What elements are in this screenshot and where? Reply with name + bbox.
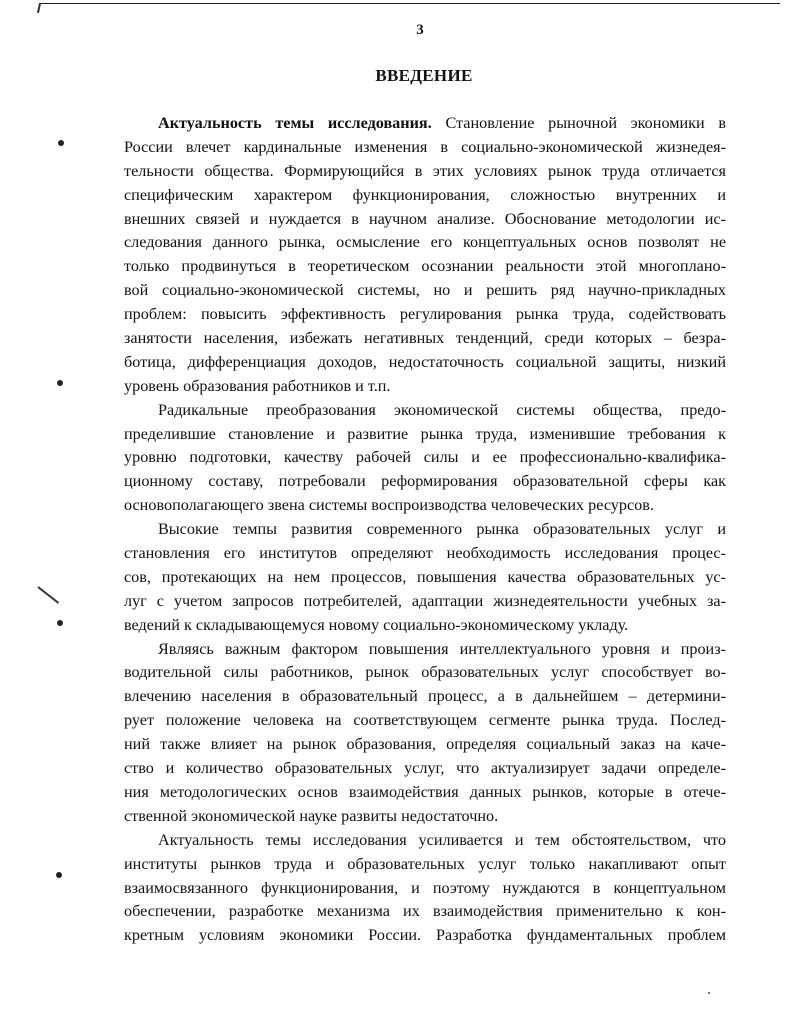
text-line: кретным условиям экономики России. Разработка фундаментальных проблем <box>124 926 726 945</box>
text-line: институты рынков труда и образовательных услуг только накапливают опыт <box>124 854 726 873</box>
text-line: только продвинуться в теоретическом осознании реальности этой многоплано- <box>124 257 726 276</box>
text-line: Актуальность темы исследования усиливается и тем обстоятельством, что <box>158 830 726 849</box>
text-line: ний также влияет на рынок образования, определяя социальный заказ на каче- <box>124 735 726 754</box>
corner-mark <box>37 3 41 13</box>
text-line: Радикальные преобразования экономической системы общества, предо- <box>158 400 726 419</box>
text-line: водительной силы работников, рынок образовательных услуг способствует во- <box>124 663 726 682</box>
top-border-line <box>40 3 780 4</box>
page-number: 3 <box>416 22 424 38</box>
text-line: ботица, дифференциация доходов, недостаточность социальной защиты, низкий <box>124 352 726 371</box>
text-line: занятости населения, избежать негативных тенденций, среди которых – безра- <box>124 329 726 348</box>
text-line: тельности общества. Формирующийся в этих условиях рынок труда отличается <box>124 161 726 180</box>
section-heading: ВВЕДЕНИЕ <box>375 66 473 85</box>
text-line: специфическим характером функционирования, сложностью внутренних и <box>124 185 726 204</box>
text-line: России влечет кардинальные изменения в социально-экономической жизнедея- <box>124 137 726 156</box>
bold-lead: Актуальность темы исследования. <box>158 114 432 132</box>
text-line: сов, протекающих на нем процессов, повышения качества образовательных ус- <box>124 567 726 586</box>
binding-hole-mark <box>56 872 62 878</box>
text-line: Высокие темпы развития современного рынка образовательных услуг и <box>158 520 726 539</box>
text-line: влечению населения в образовательный процесс, а в дальнейшем – детермини- <box>124 687 726 706</box>
scan-scratch-mark <box>37 586 59 604</box>
scan-speck-mark <box>708 992 710 994</box>
paragraph-2 <box>124 399 726 518</box>
paragraph-3 <box>124 518 726 637</box>
text-line: уровень образования работников и т.п. <box>124 376 391 395</box>
text-line: следования данного рынка, осмысление его концептуальных основ позволят не <box>124 233 726 252</box>
body-text <box>124 112 726 948</box>
text-line: ственной экономической науке развиты недостаточно. <box>124 806 499 825</box>
text-line: внешних связей и нуждается в научном анализе. Обоснование методологии ис- <box>124 209 726 228</box>
text-line: взаимосвязанного функционирования, и поэтому нуждаются в концептуальном <box>124 878 726 897</box>
text-line: ния методологических основ взаимодействия данных рынков, которые в отече- <box>124 782 726 801</box>
text-line: ство и количество образовательных услуг, что актуализирует задачи определе- <box>124 759 726 778</box>
binding-hole-mark <box>57 380 63 386</box>
paragraph-1 <box>124 112 726 399</box>
paragraph-4 <box>124 638 726 829</box>
text-line: вой социально-экономической системы, но и решить ряд научно-прикладных <box>124 281 726 300</box>
binding-hole-mark <box>57 620 63 626</box>
text-line: основополагающего звена системы воспроизводства человеческих ресурсов. <box>124 496 654 515</box>
text-line: Актуальность темы исследования. Становление рыночной экономики в <box>158 114 726 132</box>
text-line: рует положение человека на соответствующем сегменте рынка труда. Послед- <box>124 711 726 730</box>
text-line: уровню подготовки, качеству рабочей силы и ее профессионально-квалифика- <box>124 448 726 467</box>
text-line: проблем: повысить эффективность регулирования рынка труда, содействовать <box>124 305 726 324</box>
text-line: пределившие становление и развитие рынка труда, изменившие требования к <box>124 424 726 443</box>
text-line: Являясь важным фактором повышения интеллектуального уровня и произ- <box>158 639 726 658</box>
text-line: становления его институтов определяют необходимость исследования процес- <box>124 544 726 563</box>
text-line: луг с учетом запросов потребителей, адаптации жизнедеятельности учебных за- <box>124 591 726 610</box>
binding-hole-mark <box>58 140 64 146</box>
text-line: ционному составу, потребовали реформирования образовательной сферы как <box>124 472 726 491</box>
text-line: ведений к складывающемуся новому социально-экономическому укладу. <box>124 615 629 634</box>
paragraph-5 <box>124 829 726 948</box>
text-line: обеспечении, разработке механизма их взаимодействия применительно к кон- <box>124 902 726 921</box>
